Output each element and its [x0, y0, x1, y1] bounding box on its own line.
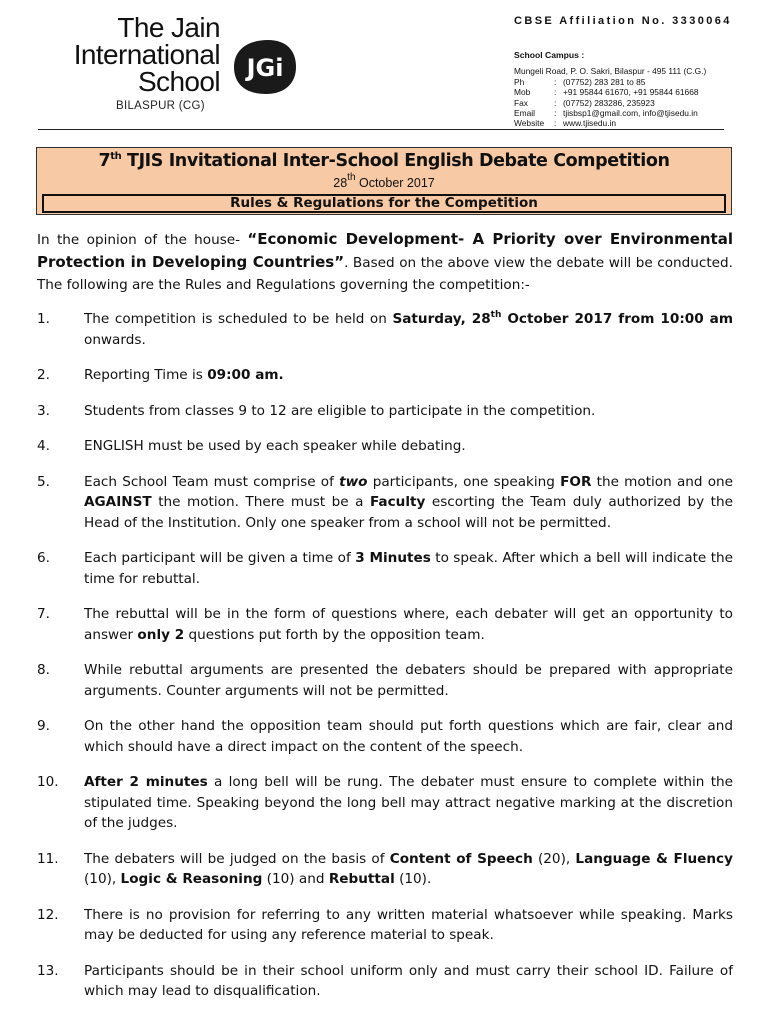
rule-text-part: The competition is scheduled to be held on: [84, 311, 393, 327]
affiliation-number: CBSE Affiliation No. 3330064: [514, 15, 732, 27]
contact-label: Website: [514, 118, 545, 129]
rule-text-part: Each participant will be given a time of: [84, 550, 356, 566]
rule-text: [84, 548, 733, 589]
date-day: 28: [333, 176, 348, 190]
rule-text: [84, 849, 733, 890]
rule-number: 4.: [37, 438, 50, 454]
rules-list: [37, 309, 733, 1002]
rule-number: 6.: [37, 550, 50, 566]
rule-text-part: Reporting Time is: [84, 367, 208, 383]
rule-item: [37, 604, 733, 645]
contact-row: Ph : (07752) 283 281 to 85: [514, 76, 646, 87]
rule-item: [37, 849, 733, 890]
rule-text: [84, 365, 733, 386]
rule-item: [37, 716, 733, 757]
rule-number: 8.: [37, 662, 50, 678]
rule-text: [84, 436, 733, 457]
rule-emphasis: FOR: [560, 473, 592, 490]
rule-emphasis: only 2: [137, 626, 185, 643]
campus-address: Mungeli Road, P. O. Sakri, Bilaspur - 495 111 (C.G.): [514, 66, 707, 77]
rule-emphasis: Saturday, 28: [392, 311, 491, 327]
school-name-line-3: School: [137, 66, 220, 97]
contact-row: Website : www.tjisedu.in: [514, 118, 617, 129]
rules-heading: Rules & Regulations for the Competition: [42, 194, 726, 213]
rule-text: [84, 660, 733, 701]
rule-text-part: onwards.: [84, 331, 146, 348]
rule-text-part: to speak. After which a bell will indicate the time for rebuttal.: [84, 550, 734, 587]
debate-motion: “Economic Development- A Priority over Environmental Protection in Developing Countries”: [37, 230, 733, 271]
title-box: [36, 147, 732, 215]
intro-lead: In the opinion of the house-: [37, 232, 248, 248]
rule-text-part: (10) and: [262, 871, 329, 887]
rule-text: [84, 716, 733, 757]
rule-text-part: Participants should be in their school uniform only and must carry their school ID. Failure of which may lead to disqualification.: [84, 962, 733, 999]
rule-emphasis: two: [339, 473, 368, 490]
contact-label: Email: [514, 108, 535, 119]
contact-label: Mob: [514, 87, 531, 98]
rule-number: 7.: [37, 606, 50, 622]
rule-emphasis: Content of Speech: [389, 850, 533, 867]
rule-text-part: participants, one speaking: [367, 473, 561, 490]
rule-number: 10.: [37, 774, 59, 790]
rule-text-part: the motion and one: [591, 473, 734, 490]
rule-item: [37, 961, 733, 1002]
contact-value: +91 95844 61670, +91 95844 61668: [563, 87, 699, 98]
date-suffix: th: [347, 172, 356, 183]
school-logo: [230, 38, 298, 96]
rule-item: [37, 365, 733, 386]
rule-number: 9.: [37, 718, 50, 734]
school-city: BILASPUR (CG): [116, 100, 205, 112]
contact-value: (07752) 283 281 to 85: [563, 76, 646, 87]
rule-text-part: (10).: [394, 871, 432, 887]
document-body: [37, 228, 733, 1017]
school-name-line-2: International: [73, 39, 220, 70]
competition-title: [37, 151, 731, 171]
rule-number: 5.: [37, 473, 50, 490]
rule-text-part: The debaters will be judged on the basis of: [84, 850, 390, 867]
rule-number: 2.: [37, 367, 50, 383]
rule-emphasis: Faculty: [369, 494, 426, 510]
rule-emphasis: After 2 minutes: [84, 774, 208, 790]
contact-value: www.tjisedu.in: [563, 118, 617, 129]
date-rest: October 2017: [355, 176, 435, 190]
title-text: TJIS Invitational Inter-School English Debate Competition: [121, 151, 670, 171]
rule-text-part: Students from classes 9 to 12 are eligible to participate in the competition.: [84, 402, 596, 419]
rule-emphasis: 3 Minutes: [355, 550, 431, 566]
rule-emphasis: AGAINST: [84, 494, 152, 510]
rule-text-part: escorting the Team duly authorized by the Head of the Institution. Only one speaker from a school will not be permitted.: [84, 494, 733, 531]
rule-text: [84, 309, 733, 350]
rule-text-part: the motion. There must be a: [151, 494, 370, 510]
rule-item: [37, 401, 733, 422]
rule-number: 1.: [37, 311, 50, 327]
rule-emphasis: Rebuttal: [328, 871, 395, 887]
contact-row: Mob : +91 95844 61670, +91 95844 61668: [514, 87, 699, 98]
rule-item: [37, 772, 733, 834]
rule-number: 13.: [37, 962, 59, 979]
rule-text-part: (10),: [84, 871, 121, 887]
rule-text-part: While rebuttal arguments are presented the debaters should be prepared with appropriate arguments. Counter arguments will not be permitted.: [84, 662, 733, 699]
contact-row: Email : tjisbsp1@gmail.com, info@tjisedu.in: [514, 108, 698, 119]
school-name: [40, 14, 220, 95]
school-name-line-1: The Jain: [117, 12, 220, 43]
contact-value: tjisbsp1@gmail.com, info@tjisedu.in: [563, 108, 698, 119]
rule-text-part: The rebuttal will be in the form of questions where, each debater will get an opportunity to answer: [84, 606, 733, 643]
contact-label: Fax: [514, 97, 528, 108]
rule-emphasis: Language & Fluency: [575, 850, 733, 867]
contact-label: Ph: [514, 76, 525, 87]
title-ordinal-suffix: th: [110, 151, 122, 162]
competition-date: [37, 172, 731, 190]
rule-text: [84, 961, 733, 1002]
rule-text: [84, 604, 733, 645]
title-ordinal: 7: [98, 151, 111, 171]
rule-emphasis: Logic & Reasoning: [120, 871, 263, 887]
rule-text-part: ENGLISH must be used by each speaker while debating.: [84, 438, 466, 454]
contact-row: Fax : (07752) 283286, 235923: [514, 97, 655, 108]
rule-number: 11.: [37, 850, 59, 867]
rule-item: [37, 436, 733, 457]
rule-text: [84, 472, 733, 534]
rule-text-part: a long bell will be rung. The debater must ensure to complete within the stipulated time. Speaking beyond the long bell may attract negative marking at the discretion of the judges.: [84, 774, 733, 831]
intro-paragraph: [37, 228, 733, 296]
rule-text-part: questions put forth by the opposition team.: [184, 626, 485, 643]
rule-number: 3.: [37, 402, 50, 419]
rule-text-part: (20),: [532, 850, 576, 867]
logo-text: JGi: [246, 54, 284, 82]
rule-emphasis: th: [490, 310, 502, 320]
contact-value: (07752) 283286, 235923: [563, 97, 655, 108]
rule-text-part: On the other hand the opposition team should put forth questions which are fair, clear and which should have a direct impact on the content of the speech.: [84, 718, 733, 755]
campus-address-block: [514, 50, 706, 129]
rule-number: 12.: [37, 906, 59, 923]
rule-item: [37, 472, 733, 534]
rule-text-part: There is no provision for referring to any written material whatsoever while speaking. Marks may be deducted for using any reference material to speak.: [84, 906, 733, 943]
rule-text-part: Each School Team must comprise of: [84, 473, 340, 490]
rule-text: [84, 905, 733, 946]
rule-emphasis: October 2017 from 10:00 am: [501, 311, 734, 327]
rule-emphasis: 09:00 am.: [207, 367, 284, 383]
rule-item: [37, 660, 733, 701]
rule-item: [37, 548, 733, 589]
rule-text: [84, 401, 733, 422]
rule-item: [37, 905, 733, 946]
campus-title: School Campus :: [514, 50, 585, 60]
header-divider: [38, 129, 724, 130]
intro-tail: . Based on the above view the debate will be conducted. The following are the Rules and Regulations governing the competition:-: [37, 255, 733, 293]
rule-text: [84, 772, 733, 834]
rule-item: [37, 309, 733, 350]
